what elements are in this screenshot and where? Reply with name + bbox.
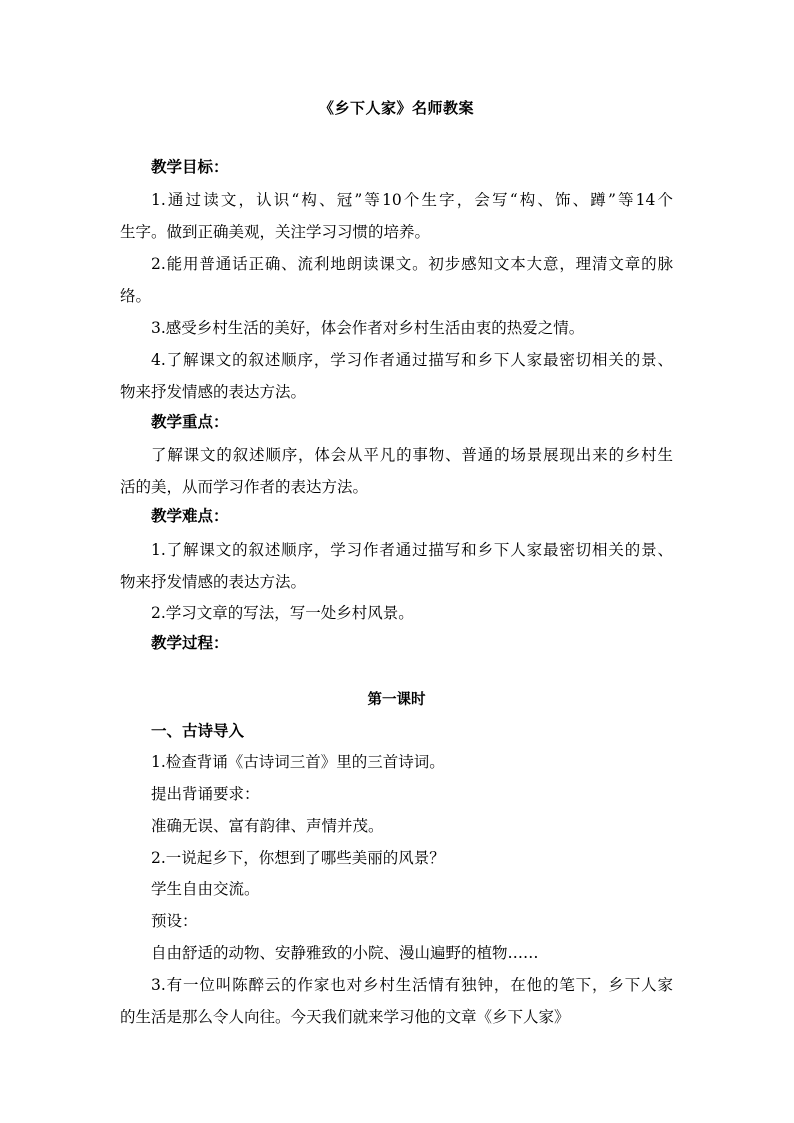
difficulty-1-line-1: 1.了解课文的叙述顺序，学习作者通过描写和乡下人家最密切相关的景、 [151,541,673,559]
section-1-para-3-line-2: 的生活是那么令人向往。今天我们就来学习他的文章《乡下人家》 [120,1008,570,1026]
section-1-line-3: 准确无误、富有韵律、声情并茂。 [151,817,384,835]
difficulties-heading: 教学难点： [151,506,229,525]
objective-1-line-1: 1.通过读文，认识“构、冠”等10个生字，会写“构、饰、蹲”等14个 [151,191,673,209]
objective-4-line-2: 物来抒发情感的表达方法。 [120,383,307,401]
section-1-para-3-line-1: 3.有一位叫陈醉云的作家也对乡村生活情有独钟，在他的笔下，乡下人家 [151,976,673,994]
section-1-line-5: 学生自由交流。 [151,880,260,898]
difficulty-1-line-2: 物来抒发情感的表达方法。 [120,573,307,591]
key-points-heading: 教学重点： [151,412,229,431]
difficulty-2-line-1: 2.学习文章的写法，写一处乡村风景。 [151,604,414,622]
key-points-line-1: 了解课文的叙述顺序，体会从平凡的事物、普通的场景展现出来的乡村生 [151,446,673,464]
section-1-heading: 一、古诗导入 [151,721,245,740]
objectives-heading: 教学目标： [151,157,229,176]
process-heading: 教学过程： [151,633,229,652]
section-1-line-2: 提出背诵要求： [151,785,260,803]
section-1-line-1: 1.检查背诵《古诗词三首》里的三首诗词。 [151,753,445,771]
objective-3-line-1: 3.感受乡村生活的美好，体会作者对乡村生活由衷的热爱之情。 [151,319,585,337]
document-title: 《乡下人家》名师教案 [318,99,474,117]
section-1-line-7: 自由舒适的动物、安静雅致的小院、漫山遍野的植物…… [151,944,539,962]
section-1-line-4: 2.一说起乡下，你想到了哪些美丽的风景？ [151,849,445,867]
objective-2-line-1: 2.能用普通话正确、流利地朗读课文。初步感知文本大意，理清文章的脉 [151,255,673,273]
section-1-line-6: 预设： [151,912,198,930]
key-points-line-2: 活的美，从而学习作者的表达方法。 [120,478,369,496]
document-page [120,0,673,1123]
lesson-heading: 第一课时 [367,691,426,708]
objective-2-line-2: 络。 [120,287,152,305]
objective-4-line-1: 4.了解课文的叙述顺序，学习作者通过描写和乡下人家最密切相关的景、 [151,351,673,369]
objective-1-line-2: 生字。做到正确美观，关注学习习惯的培养。 [120,223,431,241]
